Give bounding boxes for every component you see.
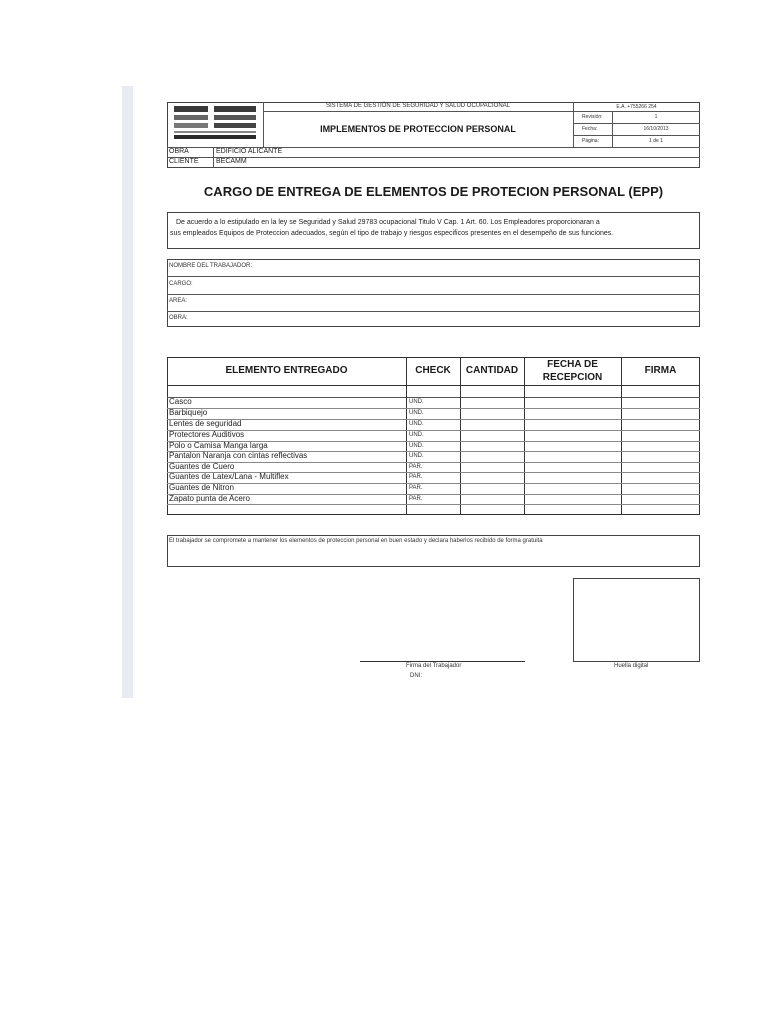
table-row-item: Protectores Auditivos	[169, 430, 245, 439]
page-side-bar	[122, 86, 133, 698]
header-firma: FIRMA	[644, 365, 677, 376]
table-row-item: Zapato punta de Acero	[169, 494, 250, 503]
table-row-item: Guantes de Latex/Lana - Multiflex	[169, 472, 289, 481]
cliente-value: BECAMM	[216, 158, 247, 165]
revision-label: Revisión:	[582, 114, 603, 120]
table-row-unit: PAR.	[409, 496, 423, 502]
doc-title: IMPLEMENTOS DE PROTECCION PERSONAL	[320, 124, 516, 134]
intro-line-1: De acuerdo a lo estipulado en la ley se Seguridad y Salud 29783 ocupacional Titulo V Cap. 1 Art. 60. Los Empleadores proporcionaran a	[176, 219, 600, 226]
table-row-item: Barbiquejo	[169, 408, 208, 417]
table-row-item: Guantes de Nitron	[169, 483, 234, 492]
signature-label: Firma del Trabajador	[406, 663, 462, 669]
signature-line	[360, 661, 525, 662]
worker-area-field[interactable]: AREA:	[169, 298, 188, 304]
doc-code: E.A. +755266 254	[616, 104, 657, 110]
form-title: CARGO DE ENTREGA DE ELEMENTOS DE PROTECION PERSONAL (EPP)	[203, 184, 664, 199]
header-check: CHECK	[415, 365, 451, 376]
header-elemento: ELEMENTO ENTREGADO	[225, 365, 348, 376]
company-logo	[174, 106, 258, 143]
table-row-unit: UND.	[409, 453, 424, 459]
fingerprint-label: Huella digital	[614, 663, 649, 669]
date-label: Fecha:	[582, 126, 598, 132]
table-row-item: Casco	[169, 397, 192, 406]
worker-site-field[interactable]: OBRA:	[169, 315, 188, 321]
intro-line-2: sus empleados Equipos de Proteccion adecuados, según el tipo de trabajo y riesgos especificos presentes en el desempeño de sus funciones.	[170, 230, 614, 237]
system-name: SISTEMA DE GESTIÓN DE SEGURIDAD Y SALUD OCUPACIONAL	[325, 103, 511, 109]
table-row-item: Pantalon Naranja con cintas reflectivas	[169, 451, 308, 460]
obra-value: EDIFICIO ALICANTE	[216, 148, 283, 155]
header-fecha-line-1: FECHA DE	[547, 359, 598, 370]
table-row-unit: PAR.	[409, 474, 423, 480]
obra-label: OBRA	[169, 148, 189, 155]
table-row-unit: UND.	[409, 399, 424, 405]
table-row-unit: UND.	[409, 432, 424, 438]
table-row-unit: UND.	[409, 410, 424, 416]
page-label: Página:	[582, 138, 599, 144]
table-row-unit: PAR.	[409, 464, 423, 470]
header-cantidad: CANTIDAD	[465, 365, 519, 376]
revision-value: 1	[654, 114, 658, 120]
table-row-unit: UND.	[409, 421, 424, 427]
header-fecha-line-2: RECEPCION	[542, 372, 603, 383]
cliente-label: CLIENTE	[169, 158, 199, 165]
table-row-unit: UND.	[409, 443, 424, 449]
worker-position-field[interactable]: CARGO:	[169, 281, 193, 287]
worker-fields-box	[167, 259, 700, 327]
table-row-item: Polo o Camisa Manga larga	[169, 441, 268, 450]
worker-name-field[interactable]: NOMBRE DEL TRABAJADOR:	[169, 263, 253, 269]
date-value: 16/10/2013	[643, 126, 669, 132]
table-row-item: Lentes de seguridad	[169, 419, 242, 428]
fingerprint-box[interactable]	[573, 578, 700, 662]
commitment-text: El trabajador se compromete a mantener los elementos de proteccion personal en buen estado y declara haberlos recibido de forma gratuita	[169, 538, 543, 544]
dni-label: DNI:	[410, 673, 422, 679]
table-row-item: Guantes de Cuero	[169, 462, 235, 471]
table-row-unit: PAR.	[409, 485, 423, 491]
page-value: 1 de 1	[649, 138, 663, 144]
